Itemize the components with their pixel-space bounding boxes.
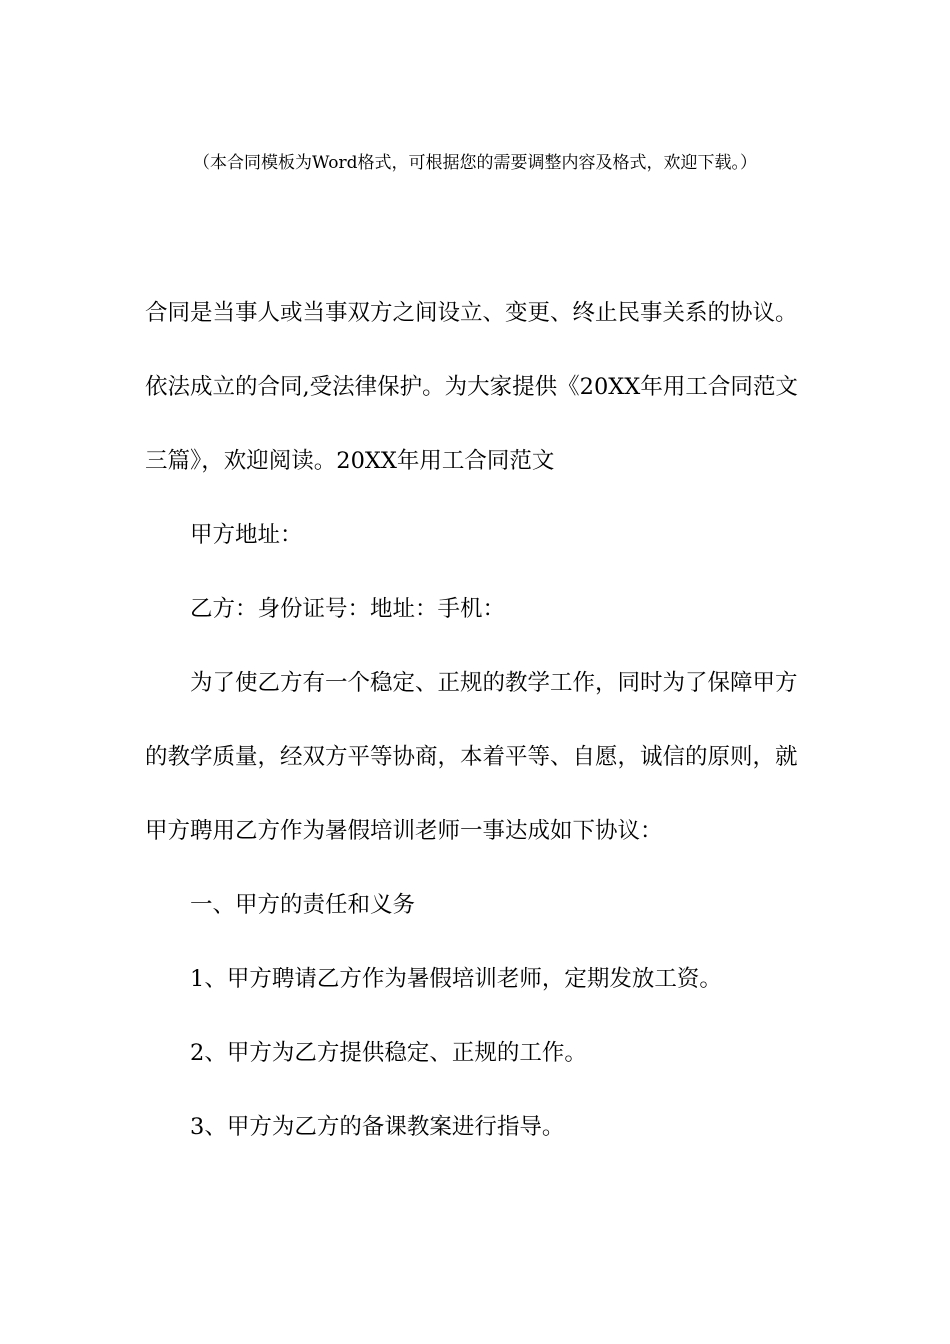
purpose-line-2: 的教学质量，经双方平等协商，本着平等、自愿，诚信的原则，就 xyxy=(145,744,798,770)
contract-body xyxy=(145,276,805,1164)
purpose-line-1: 为了使乙方有一个稳定、正规的教学工作，同时为了保障甲方 xyxy=(190,670,798,696)
party-b-info: 乙方：身份证号：地址：手机： xyxy=(190,596,506,622)
section-heading-1: 一、甲方的责任和义务 xyxy=(190,892,416,918)
purpose-line-3: 甲方聘用乙方作为暑假培训老师一事达成如下协议： xyxy=(145,818,663,844)
intro-line-2: 依法成立的合同,受法律保护。为大家提供《20XX年用工合同范文 xyxy=(145,374,798,400)
clause-3: 3、甲方为乙方的备课教案进行指导。 xyxy=(190,1114,565,1140)
template-note: （本合同模板为Word格式，可根据您的需要调整内容及格式，欢迎下载。） xyxy=(192,153,758,173)
clause-2: 2、甲方为乙方提供稳定、正规的工作。 xyxy=(190,1040,587,1066)
intro-line-1: 合同是当事人或当事双方之间设立、变更、终止民事关系的协议。 xyxy=(145,300,798,326)
clause-1: 1、甲方聘请乙方作为暑假培训老师，定期发放工资。 xyxy=(190,966,722,992)
intro-line-3: 三篇》，欢迎阅读。20XX年用工合同范文 xyxy=(145,448,555,474)
party-a-address: 甲方地址： xyxy=(190,522,303,548)
